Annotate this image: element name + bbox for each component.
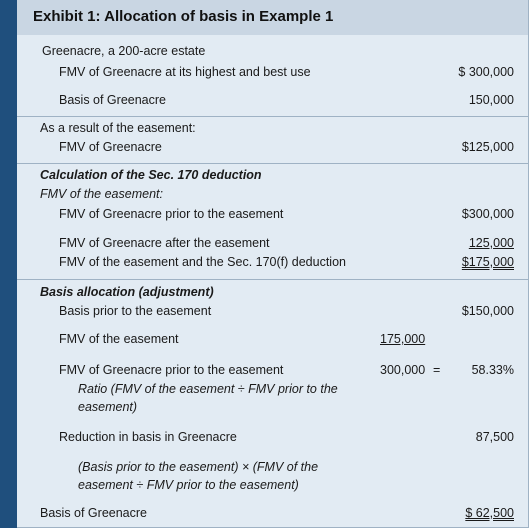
divider (17, 163, 528, 164)
equals-sign: = (433, 363, 441, 377)
final-basis-value: $ 62,500 (465, 506, 514, 520)
fmv-after-value: $125,000 (461, 140, 514, 154)
estate-label: Greenacre, a 200-acre estate (42, 44, 206, 58)
basis-label: Basis of Greenacre (59, 93, 166, 107)
basis-prior-value: $150,000 (461, 304, 514, 318)
ratio-note-line2: easement) (78, 400, 138, 414)
fmv-after-easement-value: 125,000 (468, 236, 514, 250)
fmv-after-label: FMV of Greenacre (59, 140, 162, 154)
fmv-after-easement-label: FMV of Greenacre after the easement (59, 236, 270, 250)
basis-value: 150,000 (468, 93, 514, 107)
divider (17, 116, 528, 117)
deduction-heading: Calculation of the Sec. 170 deduction (40, 168, 262, 182)
reduction-label: Reduction in basis in Greenacre (59, 430, 237, 444)
easement-subheading: FMV of the easement: (40, 187, 163, 201)
deduction-value: $175,000 (461, 255, 514, 269)
ratio-note-line1: Ratio (FMV of the easement ÷ FMV prior to the (78, 382, 338, 396)
fmv-prior-label: FMV of Greenacre prior to the easement (59, 207, 284, 221)
reduction-note-line1: (Basis prior to the easement) × (FMV of the (78, 460, 319, 474)
easement-fmv-label: FMV of the easement (59, 332, 179, 346)
fmv-highest-value: $ 300,000 (458, 65, 514, 79)
deduction-label: FMV of the easement and the Sec. 170(f) deduction (59, 255, 346, 269)
reduction-value: 87,500 (475, 430, 514, 444)
basis-prior-label: Basis prior to the easement (59, 304, 212, 318)
reduction-note-line2: easement ÷ FMV prior to the easement) (78, 478, 299, 492)
ratio-value: 58.33% (471, 363, 514, 377)
prior-fmv-label: FMV of Greenacre prior to the easement (59, 363, 284, 377)
prior-fmv-value: 300,000 (380, 363, 426, 377)
basis-allocation-heading: Basis allocation (adjustment) (40, 285, 214, 299)
fmv-prior-value: $300,000 (461, 207, 514, 221)
divider (17, 279, 528, 280)
final-basis-label: Basis of Greenacre (40, 506, 147, 520)
fmv-highest-label: FMV of Greenacre at its highest and best use (59, 65, 311, 79)
accent-bar (0, 0, 17, 528)
result-heading: As a result of the easement: (40, 121, 196, 135)
easement-fmv-value: 175,000 (380, 332, 426, 346)
exhibit-title: Exhibit 1: Allocation of basis in Example 1 (33, 8, 334, 25)
